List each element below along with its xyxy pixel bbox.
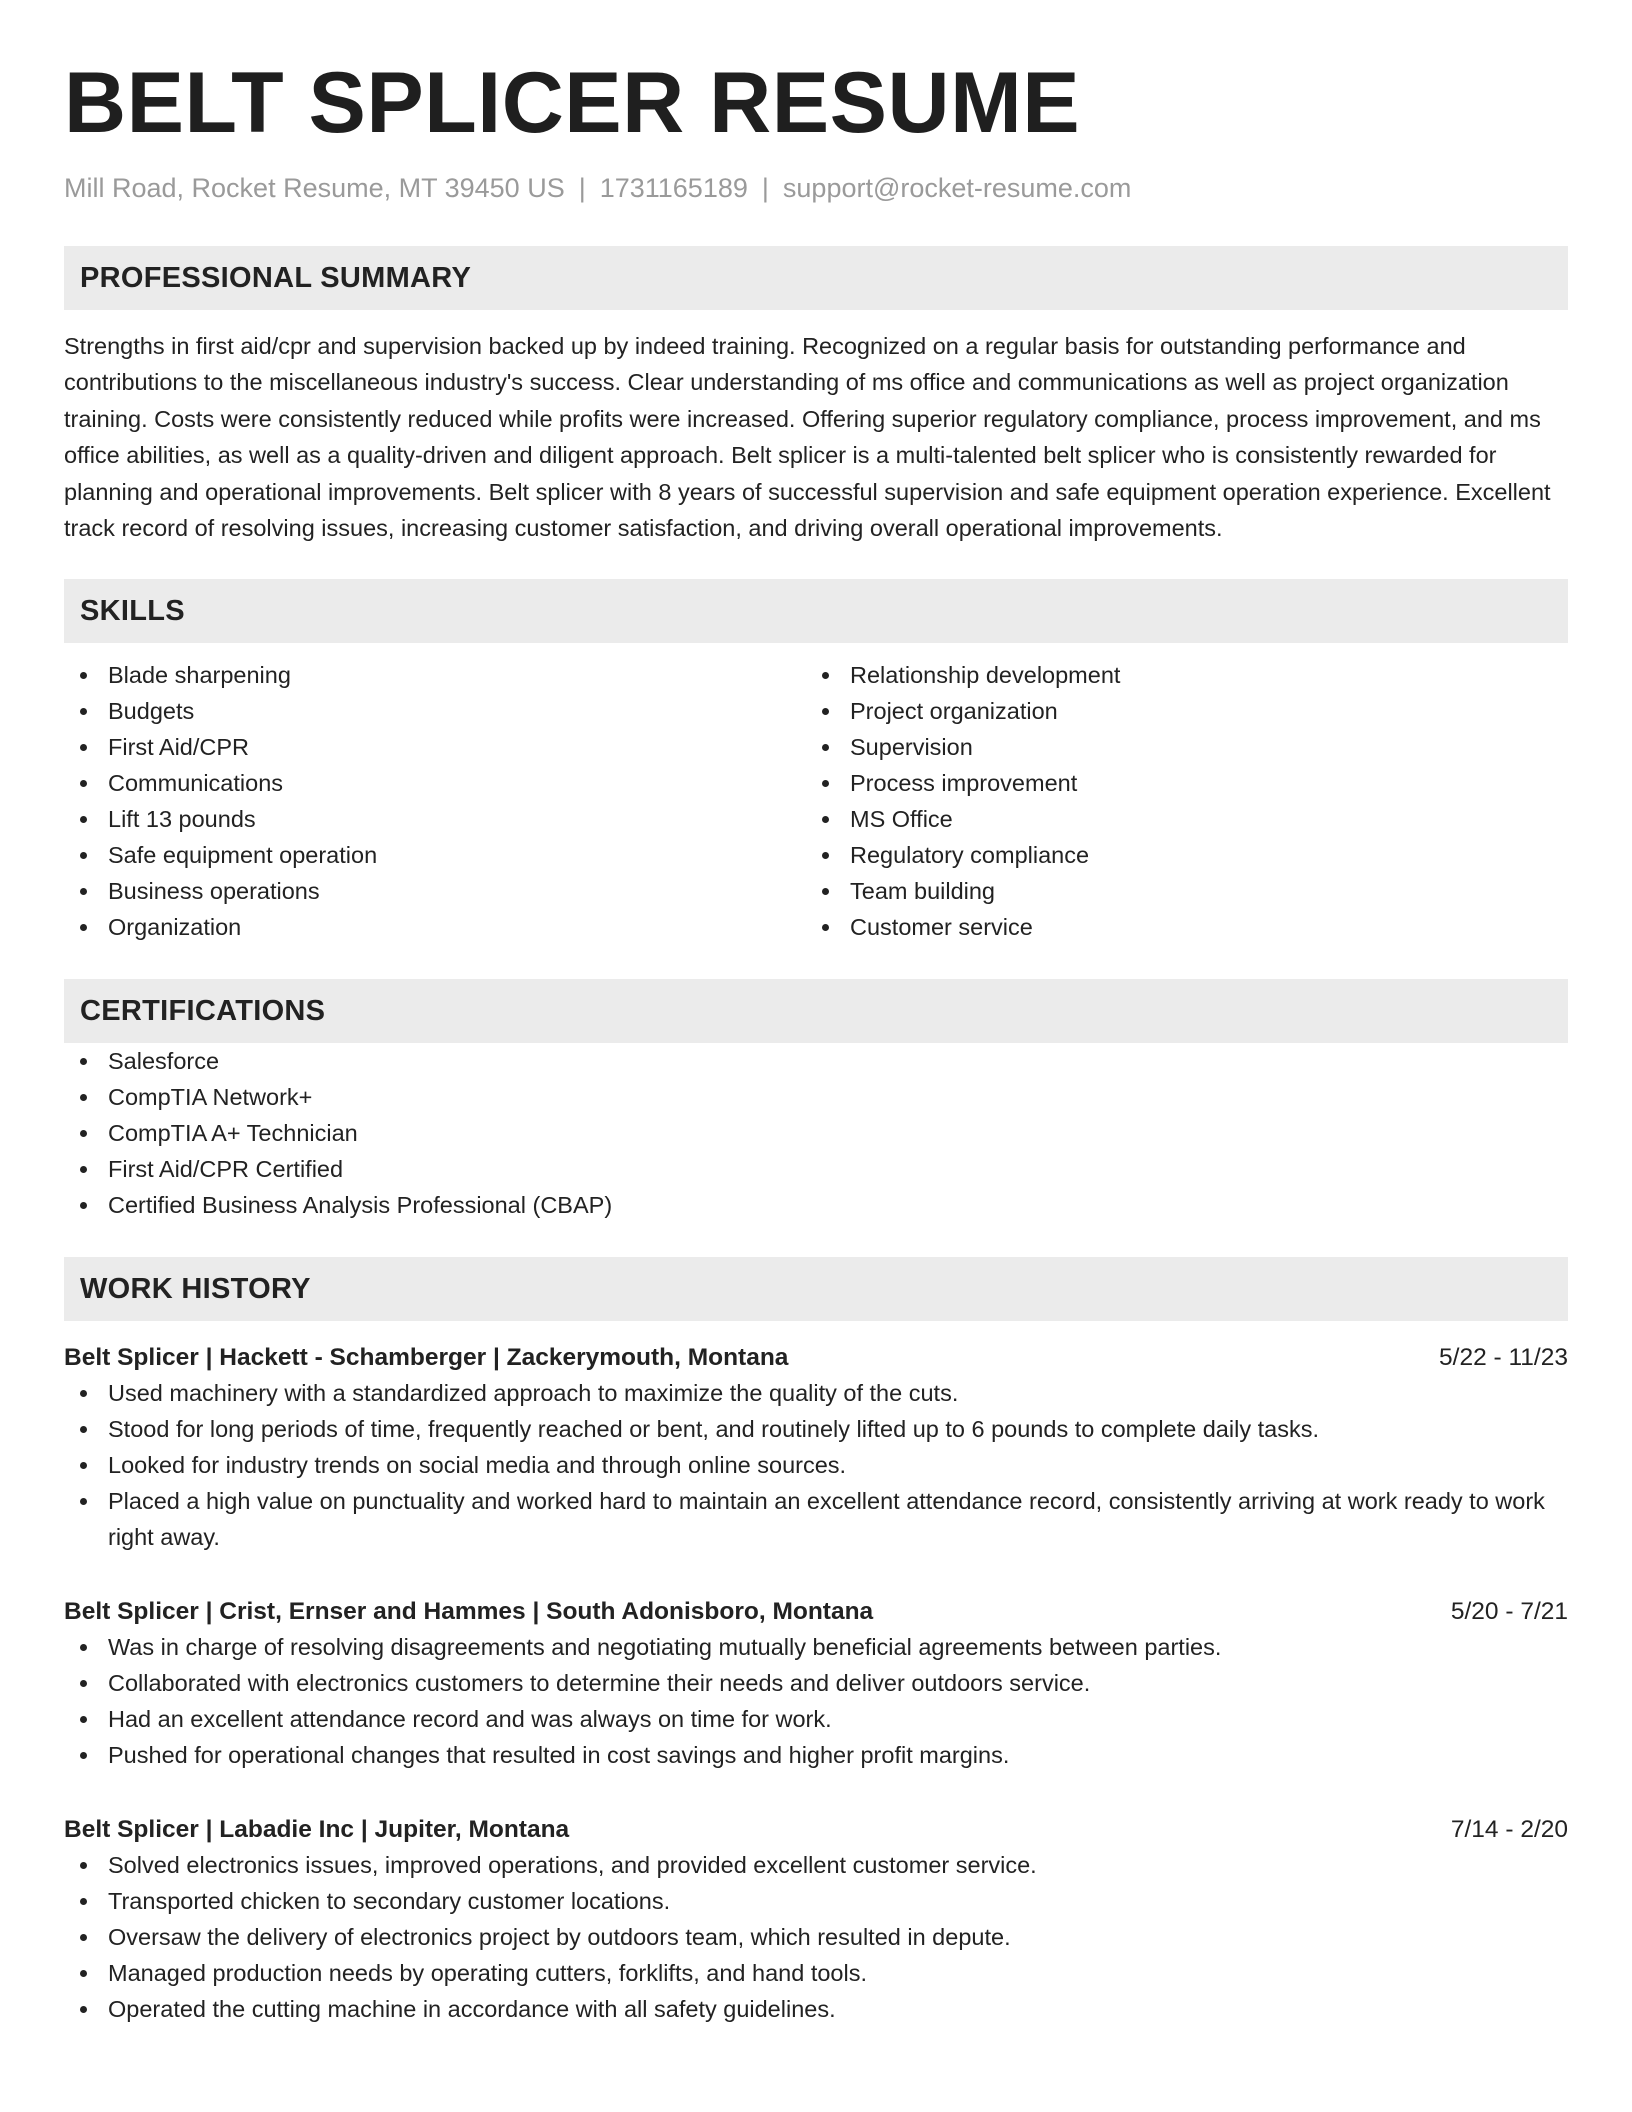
- resume-page: [64, 52, 1568, 2027]
- job-header: [64, 1341, 1568, 1375]
- job-bullet: Solved electronics issues, improved operations, and provided excellent customer service.: [64, 1847, 1568, 1883]
- contact-separator: |: [578, 173, 586, 203]
- page-title: BELT SPLICER RESUME: [64, 55, 1081, 151]
- skill-item: Organization: [64, 909, 806, 945]
- skill-item: Supervision: [806, 729, 1548, 765]
- job-bullet: Operated the cutting machine in accordance with all safety guidelines.: [64, 1991, 1568, 2027]
- job-dates: 5/20 - 7/21: [1450, 1598, 1568, 1626]
- job-bullet: Looked for industry trends on social media and through online sources.: [64, 1447, 1568, 1483]
- skill-item: First Aid/CPR: [64, 729, 806, 765]
- skill-item: Budgets: [64, 693, 806, 729]
- skills-column-right: [806, 657, 1548, 945]
- certification-item: Certified Business Analysis Professional (CBAP): [64, 1187, 1568, 1223]
- contact-address: Mill Road, Rocket Resume, MT 39450 US: [64, 173, 565, 203]
- skill-item: Process improvement: [806, 765, 1548, 801]
- certification-item: First Aid/CPR Certified: [64, 1151, 1568, 1187]
- job-dates: 5/22 - 11/23: [1439, 1344, 1568, 1372]
- job-bullet: Placed a high value on punctuality and worked hard to maintain an excellent attendance record, consistently arriving at work ready to work right away.: [64, 1483, 1568, 1555]
- certification-item: CompTIA A+ Technician: [64, 1115, 1568, 1151]
- skill-item: Relationship development: [806, 657, 1548, 693]
- skill-item: Customer service: [806, 909, 1548, 945]
- job-title: Belt Splicer | Crist, Ernser and Hammes | South Adonisboro, Montana: [64, 1598, 874, 1626]
- certification-item: CompTIA Network+: [64, 1079, 1568, 1115]
- skill-item: Lift 13 pounds: [64, 801, 806, 837]
- job-bullet-list: [64, 1375, 1568, 1555]
- certification-item: Salesforce: [64, 1043, 1568, 1079]
- skill-item: Blade sharpening: [64, 657, 806, 693]
- section-heading-certifications: CERTIFICATIONS: [64, 979, 1568, 1043]
- job-bullet: Had an excellent attendance record and was always on time for work.: [64, 1701, 1568, 1737]
- skills-column-left: [64, 657, 806, 945]
- job-entry: [64, 1341, 1568, 1555]
- job-bullet: Collaborated with electronics customers to determine their needs and deliver outdoors service.: [64, 1665, 1568, 1701]
- contact-separator: |: [761, 173, 769, 203]
- certifications-list: [64, 1043, 1568, 1223]
- skills-list-right: [806, 657, 1548, 945]
- skill-item: Communications: [64, 765, 806, 801]
- section-heading-work-history: WORK HISTORY: [64, 1257, 1568, 1321]
- contact-phone: 1731165189: [599, 173, 748, 203]
- skill-item: Regulatory compliance: [806, 837, 1548, 873]
- skill-item: Safe equipment operation: [64, 837, 806, 873]
- job-header: [64, 1595, 1568, 1629]
- skill-item: Business operations: [64, 873, 806, 909]
- job-bullet: Managed production needs by operating cutters, forklifts, and hand tools.: [64, 1955, 1568, 1991]
- summary-text: Strengths in first aid/cpr and supervision backed up by indeed training. Recognized on a regular basis for outstanding performance and contributions to the miscellaneous industry's success. Clear understanding of ms office and communications as well as project organization training. Costs were consistently reduced while profits were increased. Offering superior regulatory compliance, process improvement, and ms office abilities, as well as a quality-driven and diligent approach. Belt splicer is a multi-talented belt splicer who is consistently rewarded for planning and operational improvements. Belt splicer with 8 years of successful supervision and safe equipment operation experience. Excellent track record of resolving issues, increasing customer satisfaction, and driving overall operational improvements.: [64, 333, 1551, 542]
- skill-item: Team building: [806, 873, 1548, 909]
- skills-list-left: [64, 657, 806, 945]
- contact-email: support@rocket-resume.com: [782, 173, 1132, 203]
- section-heading-skills: SKILLS: [64, 579, 1568, 643]
- job-dates: 7/14 - 2/20: [1450, 1816, 1568, 1844]
- job-header: [64, 1813, 1568, 1847]
- job-bullet: Was in charge of resolving disagreements and negotiating mutually beneficial agreements between parties.: [64, 1629, 1568, 1665]
- job-bullet: Pushed for operational changes that resulted in cost savings and higher profit margins.: [64, 1737, 1568, 1773]
- job-bullet: Stood for long periods of time, frequently reached or bent, and routinely lifted up to 6 pounds to complete daily tasks.: [64, 1411, 1568, 1447]
- skill-item: Project organization: [806, 693, 1548, 729]
- job-bullet-list: [64, 1847, 1568, 2027]
- contact-line: [64, 170, 1568, 206]
- job-bullet: Oversaw the delivery of electronics project by outdoors team, which resulted in depute.: [64, 1919, 1568, 1955]
- job-bullet-list: [64, 1629, 1568, 1773]
- job-title: Belt Splicer | Labadie Inc | Jupiter, Montana: [64, 1816, 570, 1844]
- job-entry: [64, 1595, 1568, 1773]
- job-bullet: Transported chicken to secondary customer locations.: [64, 1883, 1568, 1919]
- job-bullet: Used machinery with a standardized approach to maximize the quality of the cuts.: [64, 1375, 1568, 1411]
- skill-item: MS Office: [806, 801, 1548, 837]
- job-title: Belt Splicer | Hackett - Schamberger | Zackerymouth, Montana: [64, 1344, 789, 1372]
- job-entry: [64, 1813, 1568, 2027]
- section-heading-summary: PROFESSIONAL SUMMARY: [64, 246, 1568, 310]
- skills-columns: [64, 657, 1568, 945]
